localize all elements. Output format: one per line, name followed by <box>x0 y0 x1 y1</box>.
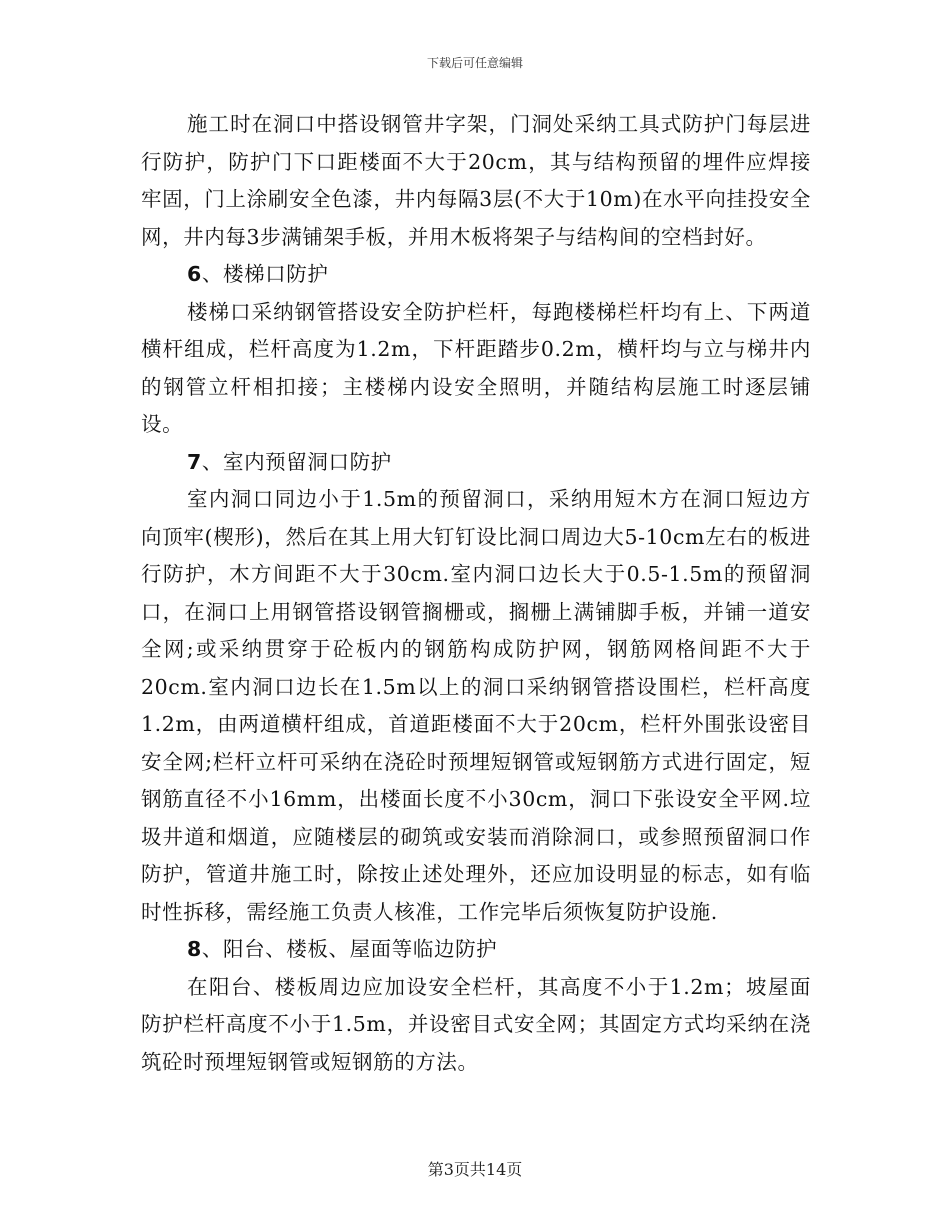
section-heading <box>141 444 811 482</box>
paragraph: 施工时在洞口中搭设钢管井字架，门洞处采纳工具式防护门每层进行防护，防护门下口距楼面不大于20cm，其与结构预留的埋件应焊接牢固，门上涂刷安全色漆，井内每隔3层(不大于10m)在水平向挂投安全网，井内每3步满铺架手板，并用木板将架子与结构间的空档封好。 <box>141 112 811 249</box>
section-number: 6 <box>187 262 202 286</box>
section-title: 、楼梯口防护 <box>201 262 329 286</box>
section-number: 7 <box>187 449 202 474</box>
document-body <box>141 106 811 1081</box>
paragraph: 楼梯口采纳钢管搭设安全防护栏杆，每跑楼梯栏杆均有上、下两道横杆组成，栏杆高度为1.2m，下杆距踏步0.2m，横杆均与立与梯井内的钢管立杆相扣接；主楼梯内设安全照明，并随结构层施工时逐层铺设。 <box>141 299 811 436</box>
paragraph: 室内洞口同边小于1.5m的预留洞口，采纳用短木方在洞口短边方向顶牢(楔形)，然后在其上用大钉钉设比洞口周边大5-10cm左右的板进行防护，木方间距不大于30cm.室内洞口边长大于0.5-1.5m的预留洞口，在洞口上用钢管搭设钢管搁栅或，搁栅上满铺脚手板，并铺一道安全网;或采纳贯穿于砼板内的钢筋构成防护网，钢筋网格间距不大于20cm.室内洞口边长在1.5m以上的洞口采纳钢管搭设围栏，栏杆高度1.2m，由两道横杆组成，首道距楼面不大于20cm，栏杆外围张设密目安全网;栏杆立杆可采纳在浇砼时预埋短钢管或短钢筋方式进行固定，短钢筋直径不小16mm，出楼面长度不小30cm，洞口下张设安全平网.垃圾井道和烟道，应随楼层的砌筑或安装而消除洞口，或参照预留洞口作防护，管道井施工时，除按止述处理外，还应加设明显的标志，如有临时性拆移，需经施工负责人核准，工作完毕后须恢复防护设施. <box>141 487 811 924</box>
section-title: 、室内预留洞口防护 <box>201 449 392 474</box>
section-title: 、阳台、楼板、屋面等临边防护 <box>201 937 498 961</box>
paragraph: 在阳台、楼板周边应加设安全栏杆，其高度不小于1.2m；坡屋面防护栏杆高度不小于1.5m，并设密目式安全网；其固定方式均采纳在浇筑砼时预埋短钢管或短钢筋的方法。 <box>141 974 811 1074</box>
section-number: 8 <box>187 937 202 961</box>
page-header: 下载后可任意编辑 <box>426 56 523 70</box>
page-footer: 第3页共14页 <box>427 1160 523 1179</box>
section-heading <box>141 931 811 969</box>
section-heading <box>141 256 811 294</box>
